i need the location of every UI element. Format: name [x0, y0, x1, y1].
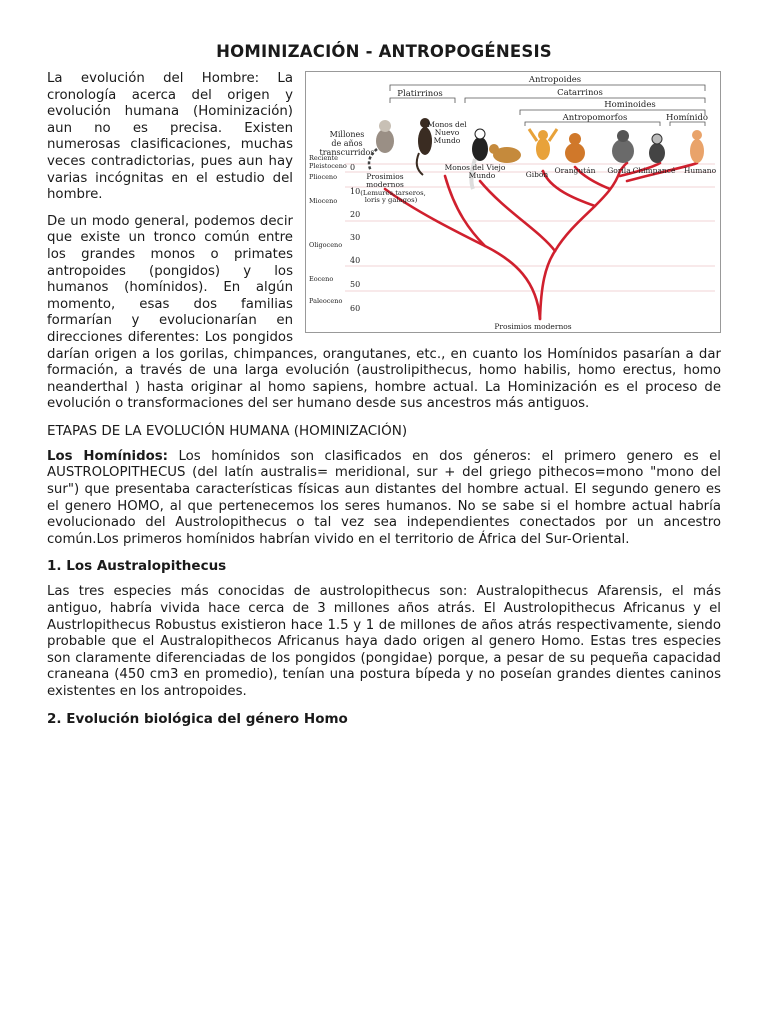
- tick-label: 30: [350, 233, 361, 242]
- intro-paragraph-2: De un modo general, podemos decir que existe un tronco común entre los grandes monos o primates antropoides (pongidos) y los humanos (homínidos). En algún momento, esas dos familias formarían y evolucionarían en direcciones diferentes: Los pongidos darían origen a los gorilas, chimpances, orangutanes, etc., en cuanto los Homínidos pasarían a dar formación, a través de una larga evolución (austrolipithecus, homo habilis, homo erectus, homo neanderthal ) hasta originar al homo sapiens, hombre actual. La Hominización es el proceso de evolución o transformaciones del ser humano desde sus ancestros más antiguos.: [47, 213, 721, 412]
- epoch-label: Mioceno: [309, 197, 338, 205]
- epoch-label: Plioceno: [309, 173, 338, 181]
- label-monos-viejo-2: Mundo: [468, 171, 496, 180]
- hominidos-text: Los homínidos son clasificados en dos géneros: el primero genero es el AUSTROLOPITHECUS (del latín australis= meridional, sur + del griego pithecos=mono "mono del sur") que presentaba características físicas aun distantes del hombre actual. El segundo genero es el genero HOMO, al que pertenecemos los seres humanos. No se sabe si el hombre actual habría evolucionado del Austrolopithecus o tal vez sea independientes conectados por un ancestro común.Los primeros homínidos habrían vivido en el territorio de África del Sur-Oriental.: [47, 448, 721, 547]
- human-icon: [690, 130, 704, 163]
- tick-label: 0: [350, 163, 356, 172]
- evolution-tree-diagram: [305, 71, 721, 333]
- tick-label: 50: [350, 280, 361, 289]
- epoch-label: Oligoceno: [309, 241, 343, 249]
- tick-label: 20: [350, 210, 361, 219]
- label-monos-viejo-1: Monos del Viejo: [444, 163, 506, 172]
- label-orangutan: Orangután: [554, 166, 596, 175]
- axis-title-line1: Millones: [329, 130, 365, 139]
- section-heading-australopithecus: 1. Los Australopithecus: [47, 558, 227, 575]
- epoch-label: Eoceno: [309, 275, 334, 283]
- hominidos-lead: Los Homínidos:: [47, 448, 168, 464]
- label-monos-nuevo-2: Nuevo: [434, 128, 460, 137]
- axis-title-line2: de años: [331, 139, 363, 148]
- page-title: HOMINIZACIÓN - ANTROPOGÉNESIS: [216, 42, 552, 61]
- label-antropomorfos: Antropomorfos: [562, 113, 628, 123]
- epoch-label: Pleistoceno: [309, 162, 347, 170]
- label-gibon: Gibón: [525, 170, 549, 179]
- label-prosimios-base: Prosimios modernos: [494, 322, 572, 331]
- section-heading-etapas: ETAPAS DE LA EVOLUCIÓN HUMANA (HOMINIZACIÓN): [47, 422, 408, 439]
- label-prosimios-3: (Lemures,tarseros,: [360, 189, 426, 197]
- label-monos-nuevo-3: Mundo: [433, 136, 461, 145]
- label-catarrinos: Catarrinos: [557, 88, 603, 98]
- australopithecus-paragraph: Las tres especies más conocidas de austrolopithecus son: Australopithecus Afarensis, el más antiguo, habría vivida hace cerca de 3 millones años atrás. El Austrolopithecus Africanus y el Austrlopithecus Robustus existieron hace 1.5 y 1 de millones de años atrás respectivamente, siendo probable que el Australopithecos Africanus haya dado origen al genero Homo. Estas tres especies son claramente diferenciadas de los pongidos (pongidae) porque, a pesar de su pequeña capacidad craneana (450 cm3 en promedio), tenían una postura bípeda y no poseían grandes dientes caninos existentes en los antropoides.: [47, 584, 721, 699]
- label-hominido: Homínido: [665, 113, 709, 123]
- label-prosimios-1: Prosimios: [366, 172, 404, 181]
- tick-label: 40: [350, 256, 361, 265]
- tick-label: 10: [350, 187, 361, 196]
- label-prosimios-2: modernos: [366, 180, 404, 189]
- evolution-tree-figure: [305, 71, 721, 333]
- epoch-label: Reciente: [309, 154, 338, 162]
- document-page: [47, 42, 721, 737]
- label-humano: Humano: [683, 166, 717, 175]
- epoch-label: Paleoceno: [309, 297, 343, 305]
- label-gorila: Gorila: [607, 166, 631, 175]
- label-monos-nuevo-1: Monos del: [427, 120, 467, 129]
- tick-label: 60: [350, 304, 361, 313]
- intro-paragraph-1: La evolución del Hombre: La cronología acerca del origen y evolución humana (Hominización) aun no es precisa. Existen numerosas clasificaciones, muchas veces contradictorias, pues aun hay varias incógnitas en el estudio del hombre.: [47, 71, 293, 203]
- label-platirrinos: Platirrinos: [397, 89, 443, 99]
- label-antropoides: Antropoides: [528, 75, 582, 85]
- axis-title-line3: transcurridos: [319, 148, 375, 157]
- label-chimpance: Chimpancé: [632, 166, 676, 175]
- label-hominoides: Hominoides: [604, 100, 656, 110]
- hominidos-paragraph: [47, 449, 721, 549]
- section-heading-genero-homo: 2. Evolución biológica del género Homo: [47, 710, 348, 727]
- label-prosimios-4: loris y galagos): [364, 196, 418, 204]
